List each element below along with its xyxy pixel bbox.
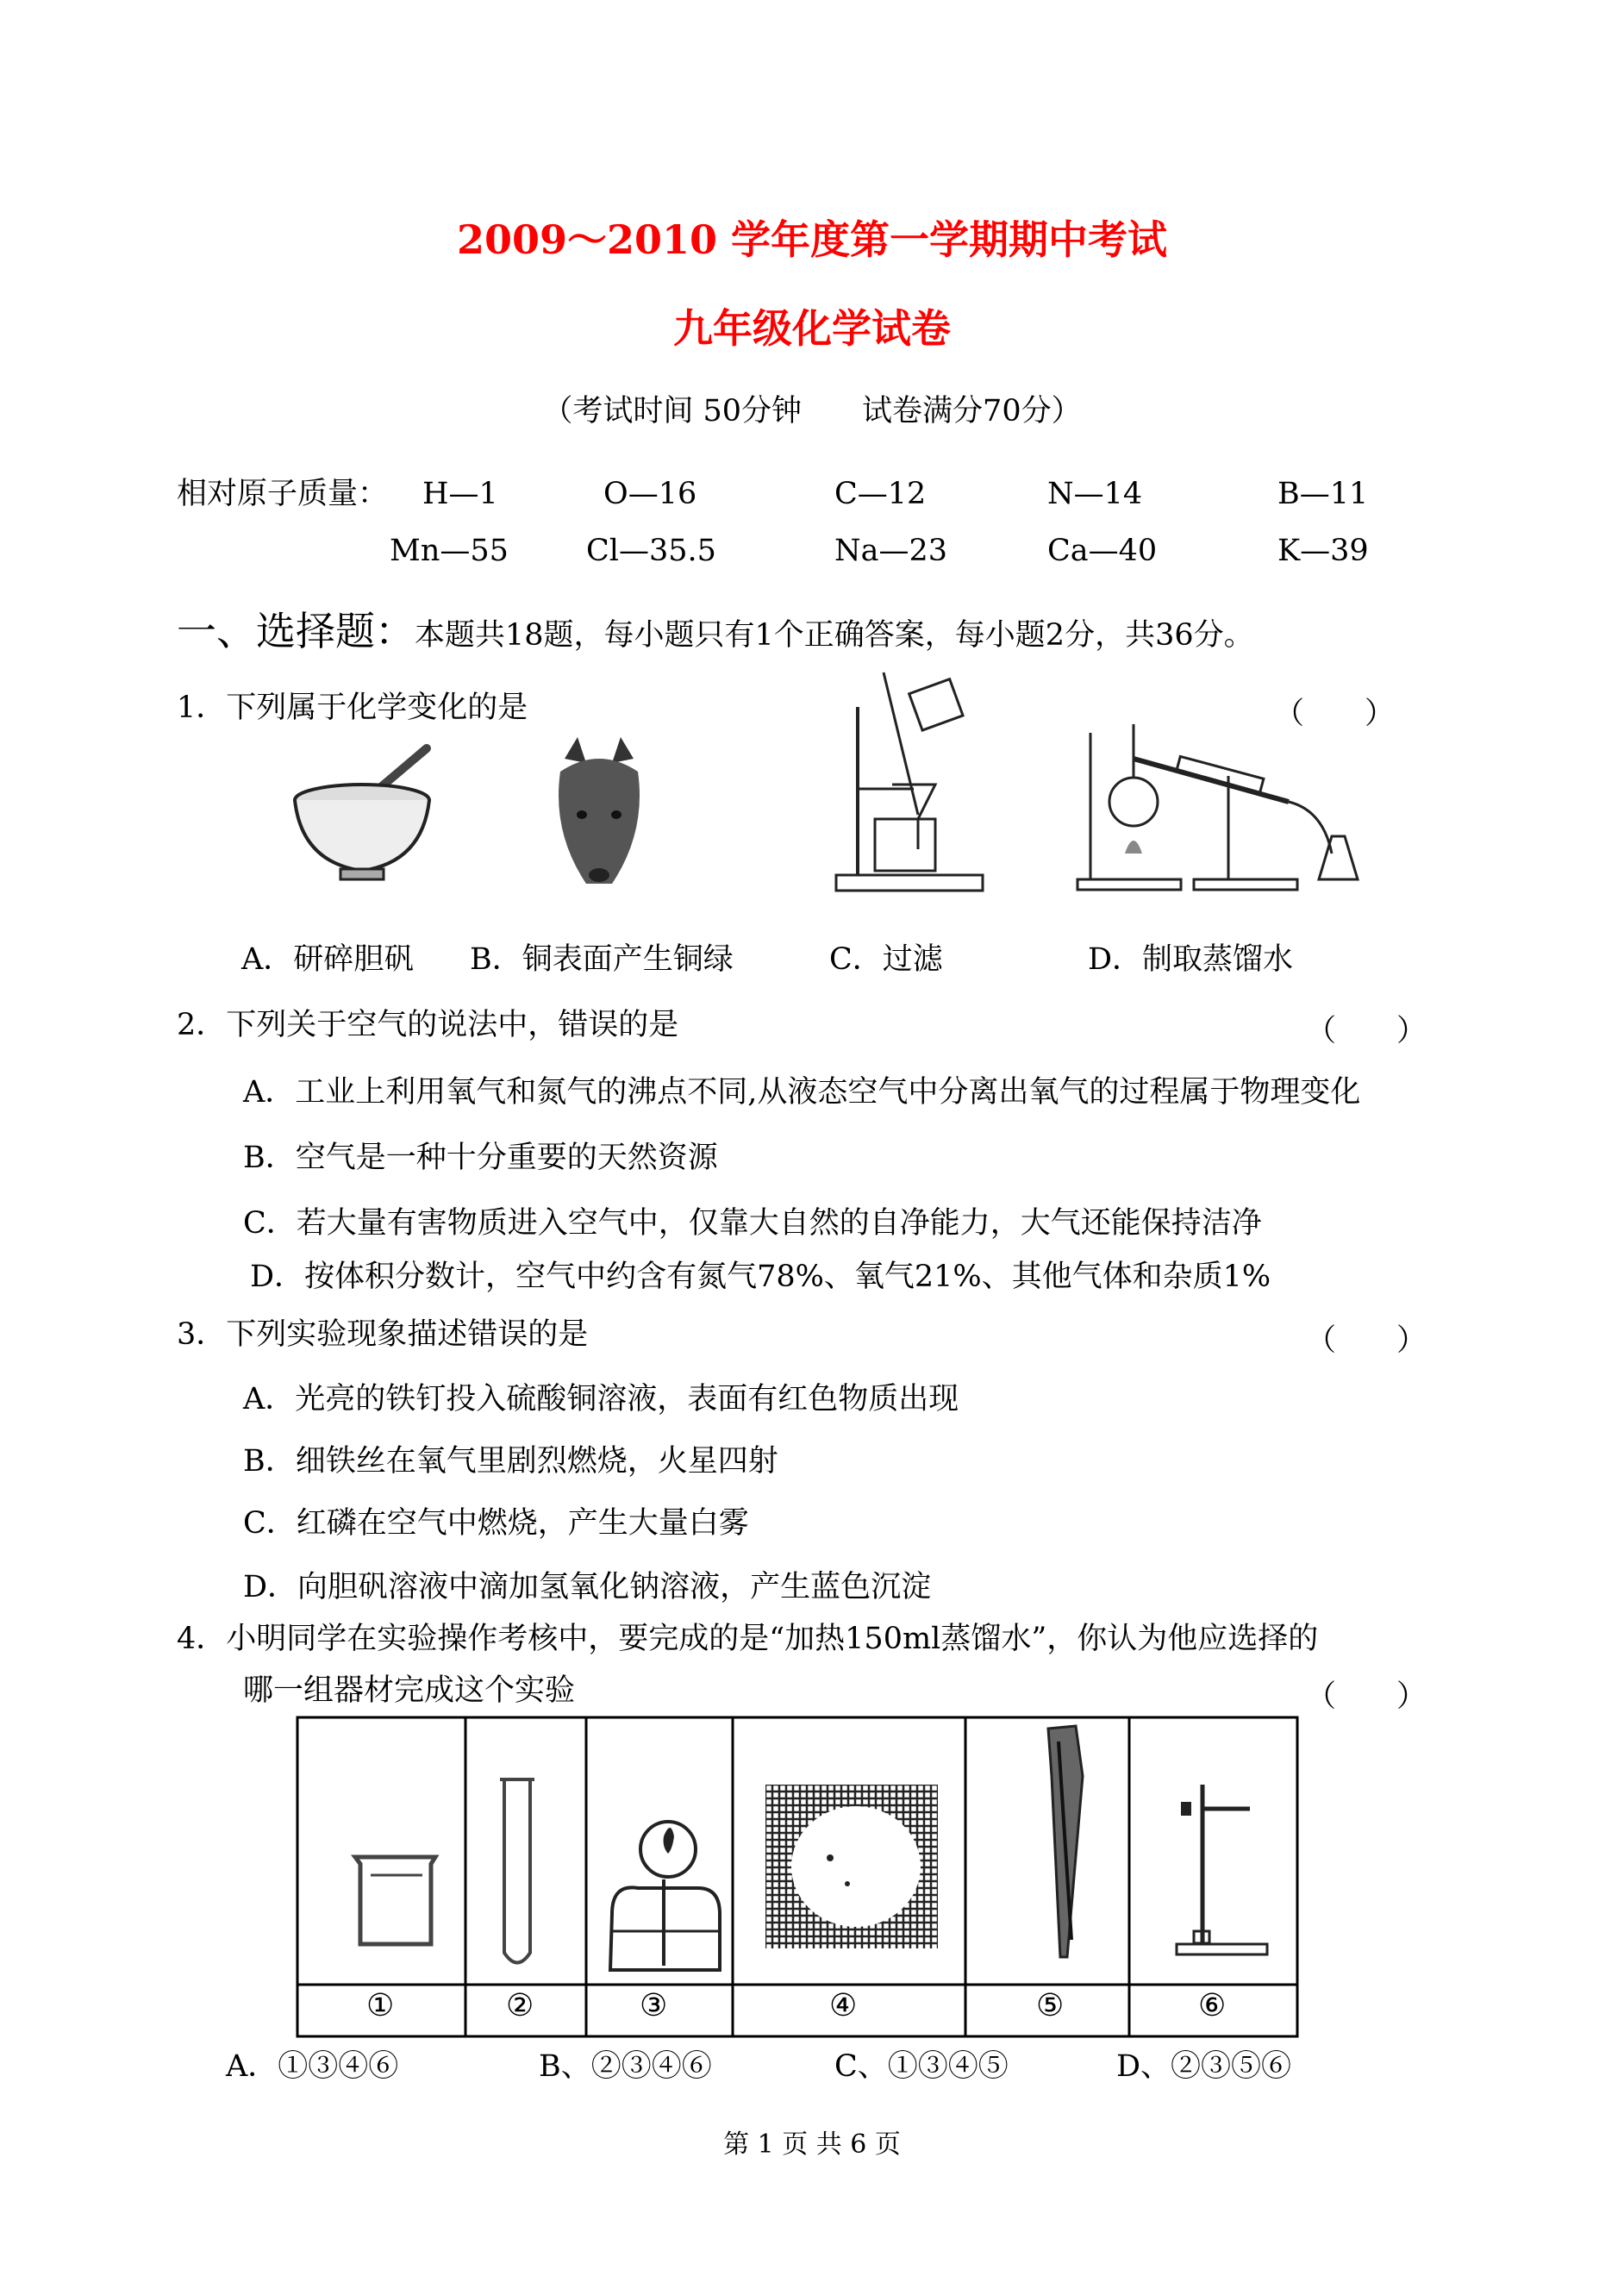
test-tube-icon: [496, 1776, 539, 1974]
q1-stem: 1．下列属于化学变化的是: [177, 691, 528, 725]
q1-option-a: A．研碎胆矾: [241, 942, 415, 977]
q2-option-d: D．按体积分数计，空气中约含有氮气78%、氧气21%、其他气体和杂质1%: [250, 1260, 1271, 1294]
q1-option-b: B．铜表面产生铜绿: [470, 942, 734, 977]
iron-stand-icon: [1177, 1785, 1271, 1957]
cell-number-4: ④: [829, 1988, 858, 2023]
atomic-mass-na: Na—23: [834, 534, 948, 568]
page-number: 第 1 页 共 6 页: [723, 2129, 901, 2160]
q4-stem-line2: 哪一组器材完成这个实验: [243, 1673, 576, 1708]
section-title: 一、选择题：: [177, 608, 415, 654]
mortar-pestle-image: [293, 733, 440, 888]
q4-option-a: A．①③④⑥: [226, 2049, 399, 2084]
filtration-apparatus-image: [832, 664, 987, 897]
q3-option-d: D．向胆矾溶液中滴加氢氧化钠溶液，产生蓝色沉淀: [243, 1570, 932, 1604]
q4-option-c: C、①③④⑤: [834, 2049, 1009, 2084]
exam-info: （考试时间 50分钟 试卷满分70分）: [542, 394, 1082, 428]
atomic-mass-n: N—14: [1047, 477, 1143, 511]
atomic-mass-cl: Cl—35.5: [586, 534, 716, 568]
q1-option-d: D．制取蒸馏水: [1088, 942, 1294, 977]
q3-option-b: B．细铁丝在氧气里剧烈燃烧，火星四射: [243, 1444, 778, 1479]
alcohol-lamp-icon: [603, 1810, 724, 1974]
section-heading: [177, 600, 1254, 657]
atomic-mass-b: B—11: [1277, 477, 1369, 511]
q1-answer-bracket: （ ）: [1274, 697, 1396, 731]
q3-option-a: A．光亮的铁钉投入硫酸铜溶液，表面有红色物质出现: [243, 1382, 959, 1416]
section-desc: 本题共18题，每小题只有1个正确答案，每小题2分，共36分。: [415, 618, 1254, 653]
atomic-mass-o: O—16: [603, 477, 697, 511]
q3-answer-bracket: （ ）: [1306, 1323, 1427, 1358]
atomic-mass-k: K—39: [1277, 534, 1369, 568]
atomic-mass-h: H—1: [422, 477, 498, 511]
q4-option-b: B、②③④⑥: [539, 2049, 712, 2084]
q4-stem-line1: 4．小明同学在实验操作考核中，要完成的是“加热150ml蒸馏水”，你认为他应选择的: [177, 1622, 1319, 1656]
q2-stem: 2．下列关于空气的说法中，错误的是: [177, 1008, 679, 1042]
q1-option-c: C．过滤: [829, 942, 943, 977]
cell-number-6: ⑥: [1198, 1988, 1227, 2023]
exam-title: 2009～2010 学年度第一学期期中考试: [456, 216, 1168, 263]
distillation-apparatus-image: [1073, 707, 1384, 897]
exam-subtitle: 九年级化学试卷: [673, 305, 951, 352]
atomic-mass-label: 相对原子质量：: [177, 477, 389, 511]
q3-option-c: C．红磷在空气中燃烧，产生大量白雾: [243, 1506, 749, 1541]
atomic-mass-c: C—12: [834, 477, 927, 511]
q4-option-d: D、②③⑤⑥: [1116, 2049, 1292, 2084]
tongs-icon: [1041, 1724, 1093, 1961]
cell-number-2: ②: [506, 1988, 534, 2023]
cell-number-1: ①: [366, 1988, 395, 2023]
bronze-rat-head-image: [552, 737, 646, 892]
q2-option-a: A．工业上利用氧气和氮气的沸点不同,从液态空气中分离出氧气的过程属于物理变化: [243, 1075, 1361, 1110]
beaker-icon: [353, 1854, 440, 1948]
q4-answer-bracket: （ ）: [1306, 1679, 1427, 1714]
q2-option-c: C．若大量有害物质进入空气中，仅靠大自然的自净能力，大气还能保持洁净: [243, 1206, 1262, 1241]
atomic-mass-ca: Ca—40: [1047, 534, 1158, 568]
atomic-mass-mn: Mn—55: [390, 534, 509, 568]
q2-option-b: B．空气是一种十分重要的天然资源: [243, 1141, 718, 1175]
cell-number-5: ⑤: [1036, 1988, 1065, 2023]
wire-gauze-icon: [765, 1785, 938, 1948]
cell-number-3: ③: [640, 1988, 668, 2023]
q2-answer-bracket: （ ）: [1306, 1014, 1427, 1048]
q3-stem: 3．下列实验现象描述错误的是: [177, 1317, 589, 1352]
